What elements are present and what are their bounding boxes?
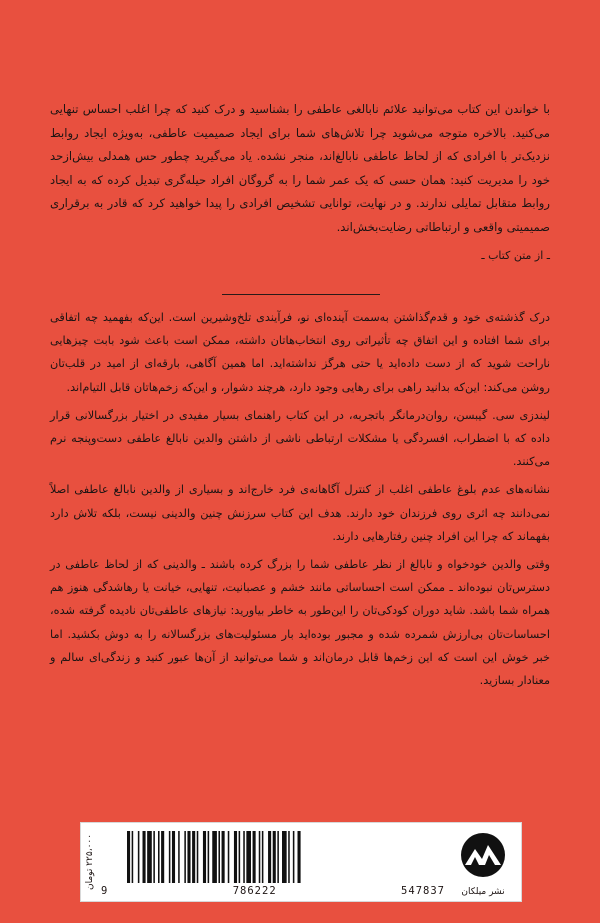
publisher-logo-icon — [455, 831, 511, 893]
barcode-digit-group-1: 786222 — [232, 885, 277, 897]
barcode-digit-group-2: 547837 — [401, 885, 445, 897]
quote-source: ـ از متن کتاب ـ — [481, 249, 550, 262]
back-cover-description — [50, 306, 550, 697]
barcode-bars — [125, 831, 443, 883]
description-paragraph-3: نشانه‌های عدم بلوغ عاطفی اغلب از کنترل آگاهانه‌ی فرد خارج‌اند و بسیاری از والدین نابالغ عاطفی اصلاً نمی‌دانند چه اثری روی فرزندان خود دارند. هدف این کتاب سرزنش چنین والدینی نیست، بلکه تلاش دارد بفهماند که چرا این افراد چنین رفتارهایی دارند. — [50, 483, 550, 543]
barcode-digits — [101, 885, 445, 897]
publisher-name: نشر میلکان — [461, 887, 505, 897]
barcode-panel — [80, 822, 522, 902]
description-paragraph-2: لیندزی سی. گیبسن، روان‌درمانگر باتجربه، در این کتاب راهنمای بسیار مفیدی در اختیار بزرگسالانی قرار داده که با اضطراب، افسردگی یا مشکلات ارتباطی ناشی از داشتن والدین نابالغ عاطفی دست‌وپنجه نرم می‌کنند. — [50, 408, 550, 469]
price-label: ۲۲۵،۰۰۰ تومان — [85, 833, 95, 891]
description-paragraph-4: وقتی والدین خودخواه و نابالغ از نظر عاطفی شما را بزرگ کرده باشند ـ والدینی که از لحاظ عاطفی در دسترس‌تان نبوده‌اند ـ ممکن است احساساتی مانند خشم و عصبانیت، تنهایی، خیانت یا رهاشدگی هنوز هم همراه شما باشد. شاید دوران کودکی‌تان را این‌طور به خاطر بیاورید: نیازهای عاطفی‌تان نادیده گرفته شده، احساسات‌تان بی‌ارزش شمرده شده و مجبور بوده‌اید بار مسئولیت‌های بزرگسالانه را به دوش بکشید. اما خبر خوش این است که این زخم‌ها قابل درمان‌اند و شما می‌توانید از آن‌ها عبور کنید و زندگی‌ای سالم و معنادار بسازید. — [50, 558, 550, 688]
quote-text: با خواندن این کتاب می‌توانید علائم نابالغی عاطفی را بشناسید و درک کنید که چرا اغلب احساس تنهایی می‌کنید. بالاخره متوجه می‌شوید چرا تلاش‌های شما برای ایجاد صمیمیت عاطفی، به‌ویژه ایجاد روابط نزدیک‌تر با افرادی که از لحاظ عاطفی نابالغ‌اند، منجر نشده. یاد می‌گیرید چطور حس همدلی بیش‌ازحد خود را مدیریت کنید: همان حسی که یک عمر شما را به گروگان افراد حیله‌گری تبدیل کرده که به ایجاد روابط متقابل تمایلی ندارند. و در نهایت، توانایی تشخیص افرادی را پیدا خواهید کرد که قادر به برقراری صمیمیتی واقعی و ارتباطاتی رضایت‌بخش‌اند. — [50, 102, 550, 234]
section-divider — [222, 294, 380, 295]
barcode-digit-prefix: 9 — [101, 885, 109, 897]
description-paragraph-1: درک گذشته‌ی خود و قدم‌گذاشتن به‌سمت آینده‌ای نو، فرآیندی تلخ‌وشیرین است. این‌که بفهمید چه اتفاقی برای شما افتاده و این اتفاق چه تأثیراتی روی انتخاب‌هاتان داشته، ممکن است باعث شود بابت چیزهایی ناراحت شوید که از دست داده‌اید یا حتی هرگز نداشته‌اید. اما همین آگاهی، بارقه‌ای از امید در قلب‌تان روشن می‌کند: این‌که بدانید راهی برای رهایی وجود دارد، هرچند دشوار، و این‌که زخم‌هاتان قابل التیام‌اند. — [50, 311, 550, 394]
back-cover-quote — [50, 98, 550, 267]
